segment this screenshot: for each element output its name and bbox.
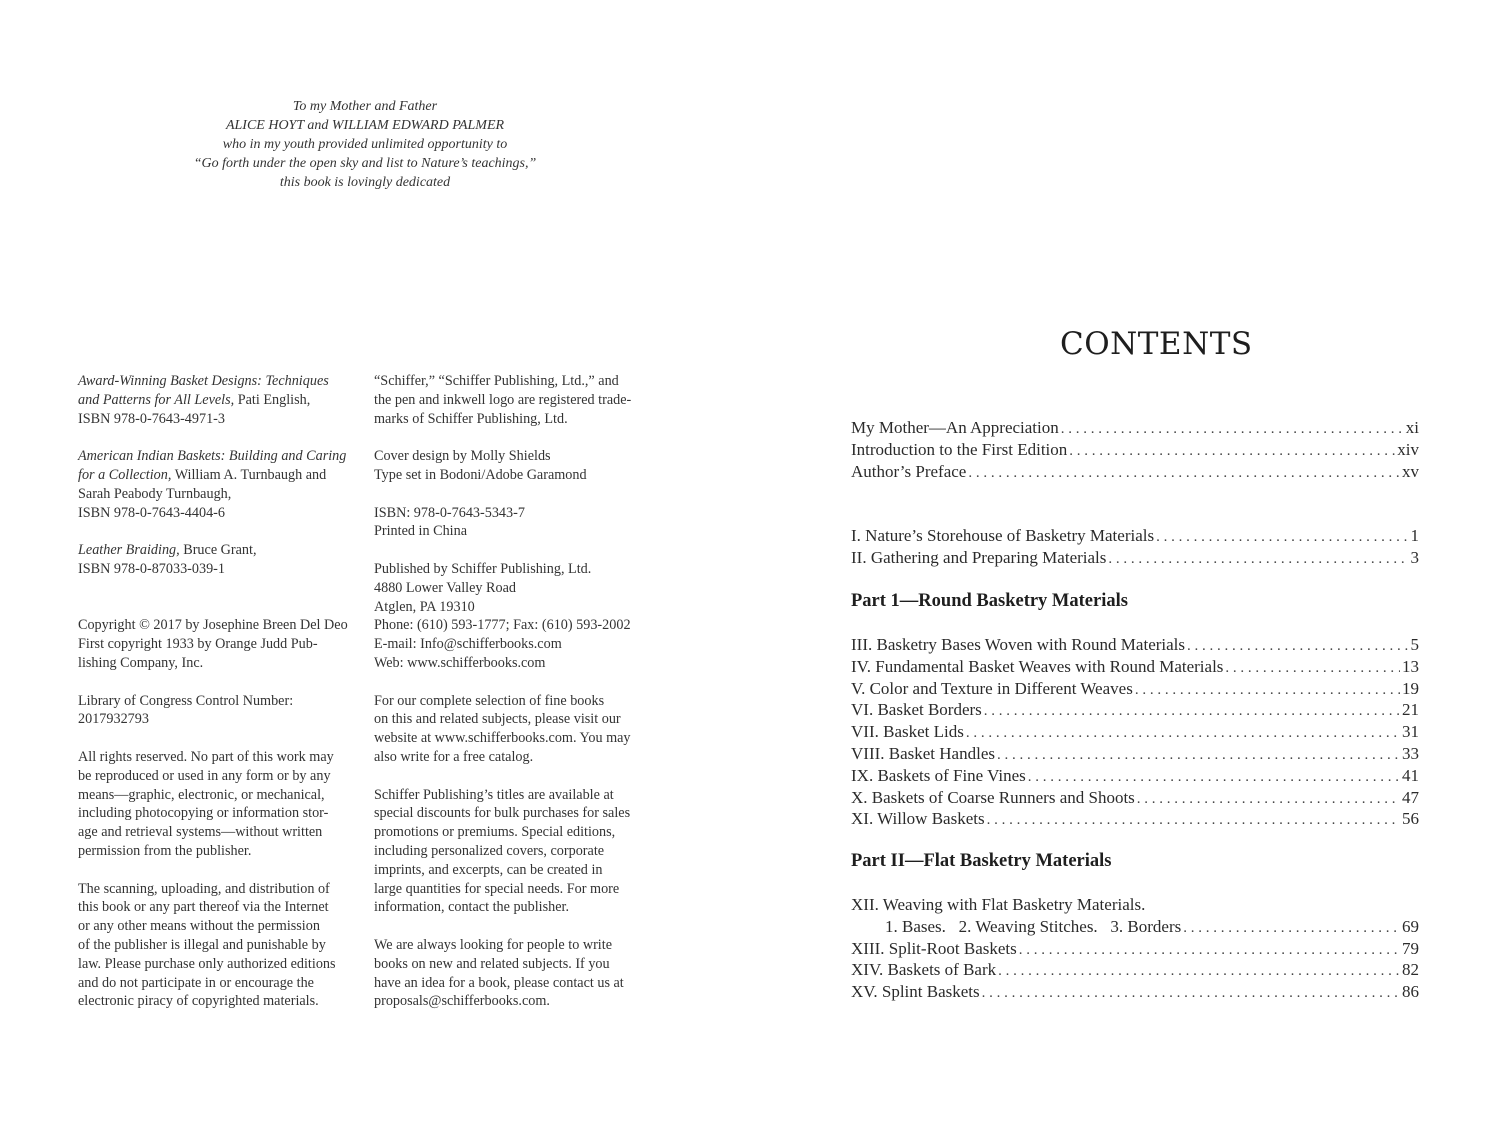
- book-isbn: ISBN 978-0-7643-4404-6: [78, 504, 225, 521]
- copyright-notice: [78, 616, 363, 672]
- toc-entry-page: 3: [1410, 547, 1419, 567]
- text-line: “Schiffer,” “Schiffer Publishing, Ltd.,” and: [374, 373, 619, 389]
- text-line: Copyright © 2017 by Josephine Breen Del Deo: [78, 617, 348, 634]
- toc-entry-title: VI. Basket Borders: [851, 700, 982, 720]
- part-1-heading: Part 1—Round Basketry Materials: [851, 591, 1128, 611]
- text-line: of the publisher is illegal and punishable by: [78, 936, 326, 953]
- toc-entry: [851, 548, 1419, 570]
- text-line: information, contact the publisher.: [374, 899, 570, 916]
- book-author: William A. Turnbaugh and: [171, 466, 327, 483]
- book-title: Leather Braiding,: [78, 542, 180, 559]
- toc-part-1: [851, 635, 1419, 831]
- toc-entry-title: IV. Fundamental Basket Weaves with Round Materials: [851, 656, 1224, 676]
- text-line: including photocopying or information stor-: [78, 805, 329, 822]
- text-line: Web: www.schifferbooks.com: [374, 654, 546, 671]
- toc-entry-title: XIII. Split-Root Baskets: [851, 938, 1017, 958]
- toc-entry-title: 1. Bases. 2. Weaving Stitches. 3. Borders: [885, 916, 1182, 936]
- dedication-line: this book is lovingly dedicated: [279, 175, 451, 190]
- toc-intro-chapters: [851, 526, 1419, 570]
- isbn-info: [374, 504, 664, 542]
- toc-entry: [851, 939, 1419, 961]
- text-line: Atglen, PA 19310: [374, 598, 475, 615]
- toc-part-2: [851, 895, 1419, 1004]
- text-line: special discounts for bulk purchases for sales: [374, 805, 631, 822]
- toc-entry-page: 19: [1402, 678, 1419, 698]
- text-line: Published by Schiffer Publishing, Ltd.: [374, 560, 592, 577]
- text-line: have an idea for a book, please contact us at: [374, 974, 624, 991]
- text-line: Printed in China: [374, 523, 468, 540]
- text-line: electronic piracy of copyrighted materials.: [78, 993, 319, 1010]
- dedication-line: “Go forth under the open sky and list to Nature’s teachings,”: [193, 156, 537, 171]
- toc-entry: [851, 788, 1419, 810]
- toc-entry-page: 79: [1402, 938, 1419, 958]
- toc-leader: [1028, 769, 1400, 786]
- toc-entry-title: XIV. Baskets of Bark: [851, 960, 997, 980]
- text-line: imprints, and excerpts, can be created in: [374, 861, 603, 878]
- toc-entry: [851, 635, 1419, 657]
- toc-entry: [851, 679, 1419, 701]
- toc-entry-title: VIII. Basket Handles: [851, 743, 995, 763]
- text-line: Schiffer Publishing’s titles are available at: [374, 786, 614, 803]
- related-book-2: [78, 447, 363, 522]
- toc-entry-title: IX. Baskets of Fine Vines: [851, 765, 1026, 785]
- toc-entry-page: 13: [1402, 656, 1419, 676]
- text-line: also write for a free catalog.: [374, 748, 534, 765]
- toc-entry-title: II. Gathering and Preparing Materials: [851, 547, 1107, 567]
- dedication-line: who in my youth provided unlimited opportunity to: [222, 137, 508, 152]
- text-line: and do not participate in or encourage the: [78, 974, 314, 991]
- text-line: lishing Company, Inc.: [78, 654, 204, 671]
- toc-leader: [966, 725, 1400, 742]
- toc-entry-title: V. Color and Texture in Different Weaves: [851, 678, 1133, 698]
- toc-entry: [851, 700, 1419, 722]
- toc-entry-page: 47: [1402, 787, 1419, 807]
- toc-entry-title: Author’s Preface: [851, 461, 967, 481]
- toc-entry: [851, 766, 1419, 788]
- text-line: be reproduced or used in any form or by any: [78, 767, 331, 784]
- toc-entry-page: 56: [1402, 809, 1419, 829]
- text-line: 2017932793: [78, 711, 149, 728]
- text-line: age and retrieval systems—without written: [78, 824, 323, 841]
- right-page: [750, 0, 1500, 1124]
- toc-leader: [1061, 421, 1404, 438]
- toc-entry: [851, 440, 1419, 462]
- book-isbn: ISBN 978-0-7643-4971-3: [78, 410, 225, 427]
- toc-entry: [851, 657, 1419, 679]
- related-book-3: [78, 541, 363, 579]
- book-author: Sarah Peabody Turnbaugh,: [78, 485, 232, 502]
- toc-entry: [851, 960, 1419, 982]
- text-line: First copyright 1933 by Orange Judd Pub-: [78, 636, 318, 653]
- toc-entry-page: xiv: [1397, 439, 1419, 459]
- text-line: For our complete selection of fine books: [374, 692, 605, 709]
- toc-entry: [851, 809, 1419, 831]
- toc-leader: [1183, 920, 1400, 937]
- toc-entry: [851, 418, 1419, 440]
- text-line: 4880 Lower Valley Road: [374, 579, 516, 596]
- text-line: this book or any part thereof via the Internet: [78, 899, 329, 916]
- book-title: Award-Winning Basket Designs: Techniques: [78, 373, 329, 389]
- toc-leader: [1187, 638, 1408, 655]
- toc-entry-title: X. Baskets of Coarse Runners and Shoots: [851, 787, 1135, 807]
- toc-entry: [851, 982, 1419, 1004]
- toc-front-matter: [851, 418, 1419, 483]
- toc-leader: [1156, 529, 1408, 546]
- toc-entry-title: III. Basketry Bases Woven with Round Materials: [851, 635, 1186, 654]
- toc-entry: [851, 744, 1419, 766]
- text-line: E-mail: Info@schifferbooks.com: [374, 636, 562, 653]
- part-2-heading: Part II—Flat Basketry Materials: [851, 851, 1112, 871]
- proposals-info: [374, 936, 664, 1011]
- toc-entry-title: VII. Basket Lids: [851, 722, 964, 742]
- toc-leader: [997, 747, 1400, 764]
- toc-entry-title: XII. Weaving with Flat Basketry Materials.: [851, 895, 1146, 914]
- design-credits: [374, 447, 664, 485]
- toc-entry: [851, 722, 1419, 744]
- toc-leader: [984, 703, 1400, 720]
- toc-leader: [1137, 791, 1400, 808]
- toc-entry-title: XI. Willow Baskets: [851, 809, 985, 829]
- book-author: Pati English,: [234, 391, 311, 408]
- book-title: for a Collection,: [78, 466, 172, 483]
- copyright-column-left: [78, 372, 363, 1030]
- catalog-info: [374, 692, 664, 767]
- text-line: permission from the publisher.: [78, 842, 252, 859]
- text-line: ISBN: 978-0-7643-5343-7: [374, 504, 525, 521]
- dedication: [150, 97, 580, 192]
- toc-entry-title: Introduction to the First Edition: [851, 439, 1068, 459]
- toc-leader: [998, 963, 1400, 980]
- toc-entry-page: 41: [1402, 765, 1419, 785]
- toc-leader: [1225, 660, 1400, 677]
- toc-entry-page: xv: [1402, 461, 1419, 481]
- toc-entry-page: 86: [1402, 982, 1419, 1002]
- related-book-1: [78, 372, 363, 428]
- rights-notice: [78, 748, 363, 861]
- text-line: on this and related subjects, please visit our: [374, 711, 621, 728]
- text-line: Phone: (610) 593-1777; Fax: (610) 593-2002: [374, 617, 631, 634]
- toc-leader: [1069, 443, 1395, 460]
- text-line: website at www.schifferbooks.com. You may: [374, 730, 631, 747]
- dedication-line: ALICE HOYT and WILLIAM EDWARD PALMER: [225, 118, 505, 133]
- text-line: marks of Schiffer Publishing, Ltd.: [374, 410, 568, 427]
- book-title: and Patterns for All Levels,: [78, 391, 235, 408]
- toc-entry: [851, 462, 1419, 484]
- text-line: The scanning, uploading, and distribution of: [78, 880, 330, 897]
- toc-entry-page: 5: [1410, 635, 1419, 654]
- text-line: means—graphic, electronic, or mechanical,: [78, 786, 325, 803]
- toc-leader: [968, 465, 1400, 482]
- discount-info: [374, 786, 664, 918]
- toc-entry-title: My Mother—An Appreciation: [851, 418, 1059, 437]
- toc-entry-page: 33: [1402, 743, 1419, 763]
- book-title: American Indian Baskets: Building and Caring: [78, 448, 347, 465]
- text-line: proposals@schifferbooks.com.: [374, 993, 550, 1010]
- text-line: or any other means without the permission: [78, 918, 320, 935]
- text-line: books on new and related subjects. If you: [374, 955, 610, 972]
- trademark-notice: [374, 372, 664, 428]
- loc-number: [78, 692, 363, 730]
- toc-entry-page: 21: [1402, 700, 1419, 720]
- toc-entry-page: 69: [1402, 916, 1419, 936]
- toc-leader: [1019, 942, 1400, 959]
- text-line: We are always looking for people to write: [374, 936, 612, 953]
- toc-leader: [987, 812, 1400, 829]
- toc-entry-title: XV. Splint Baskets: [851, 982, 980, 1002]
- book-isbn: ISBN 978-0-87033-039-1: [78, 560, 225, 577]
- text-line: promotions or premiums. Special editions,: [374, 824, 616, 841]
- text-line: law. Please purchase only authorized editions: [78, 955, 336, 972]
- text-line: Library of Congress Control Number:: [78, 692, 294, 709]
- text-line: large quantities for special needs. For more: [374, 880, 620, 897]
- book-author: Bruce Grant,: [179, 542, 257, 559]
- text-line: Type set in Bodoni/Adobe Garamond: [374, 466, 587, 483]
- dedication-line: To my Mother and Father: [292, 99, 438, 114]
- toc-leader: [1135, 682, 1400, 699]
- toc-entry-page: 1: [1410, 526, 1419, 545]
- text-line: All rights reserved. No part of this work may: [78, 748, 334, 765]
- toc-leader: [982, 985, 1400, 1002]
- toc-entry: [851, 526, 1419, 548]
- publisher-info: [374, 560, 664, 673]
- text-line: Cover design by Molly Shields: [374, 448, 551, 465]
- toc-entry-page: 31: [1402, 722, 1419, 742]
- toc-entry-title: I. Nature’s Storehouse of Basketry Materials: [851, 526, 1155, 545]
- toc-entry: [851, 917, 1419, 939]
- text-line: the pen and inkwell logo are registered trade-: [374, 391, 632, 408]
- scanning-notice: [78, 880, 363, 1012]
- contents-title: CONTENTS: [1060, 326, 1253, 362]
- toc-entry: [851, 895, 1419, 917]
- toc-entry-page: xi: [1405, 418, 1419, 437]
- toc-entry-page: 82: [1402, 960, 1419, 980]
- toc-leader: [1108, 551, 1408, 568]
- copyright-column-right: [374, 372, 664, 1030]
- text-line: including personalized covers, corporate: [374, 842, 605, 859]
